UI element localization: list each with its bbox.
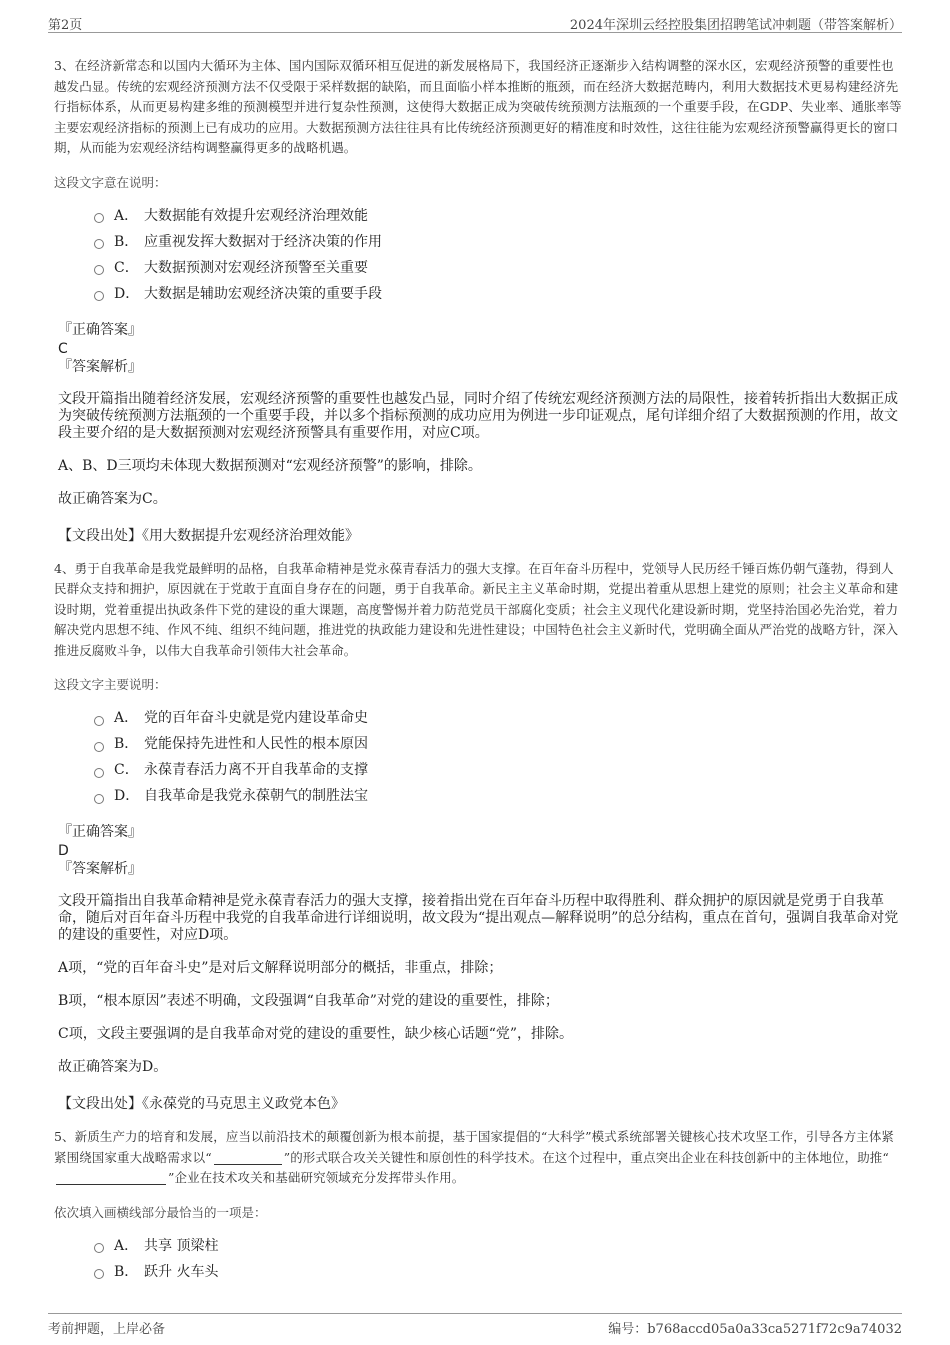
- analysis-paragraph: 故正确答案为D。: [58, 1059, 168, 1075]
- radio-icon[interactable]: [94, 239, 104, 249]
- analysis-paragraph: C项，文段主要强调的是自我革命对党的建设的重要性，缺少核心话题“党”，排除。: [58, 1026, 574, 1042]
- main-content: [54, 56, 902, 1285]
- option-a[interactable]: A． 共享 顶梁柱: [94, 1233, 902, 1259]
- option-b[interactable]: B． 跃升 火车头: [94, 1259, 902, 1285]
- radio-icon[interactable]: [94, 213, 104, 223]
- answer-label: 『正确答案』: [58, 824, 142, 840]
- option-c[interactable]: C． 大数据预测对宏观经济预警至关重要: [94, 255, 902, 281]
- radio-icon[interactable]: [94, 794, 104, 804]
- page-header: [48, 12, 902, 33]
- analysis-paragraph: A项，“党的百年奋斗史”是对后文解释说明部分的概括，非重点，排除；: [58, 960, 503, 976]
- question-text: 5、新质生产力的培育和发展，应当以前沿技术的颠覆创新为根本前提，基于国家提倡的“大科学”模式系统部署关键核心技术攻坚工作，引导各方主体紧紧围绕国家重大战略需求以“ ”的形式联合攻关关键性和原创性的科学技术。在这个过程中，重点突出企业在科技创新中的主体地位，助推“”企业在技术攻关和基础研究领域充分发挥带头作用。: [54, 1129, 895, 1185]
- question-3: [54, 56, 902, 545]
- radio-icon[interactable]: [94, 716, 104, 726]
- option-c[interactable]: C． 永葆青春活力离不开自我革命的支撑: [94, 757, 902, 783]
- analysis-paragraph: B项，“根本原因”表述不明确，文段强调“自我革命”对党的建设的重要性，排除；: [58, 993, 559, 1009]
- radio-icon[interactable]: [94, 742, 104, 752]
- question-prompt: 依次填入画横线部分最恰当的一项是：: [54, 1204, 267, 1220]
- correct-answer: D: [58, 843, 69, 859]
- document-title: 2024年深圳云经控股集团招聘笔试冲刺题（带答案解析）: [569, 18, 902, 33]
- radio-icon[interactable]: [94, 265, 104, 275]
- question-4: [54, 559, 902, 1114]
- page-footer: [48, 1313, 902, 1336]
- option-d[interactable]: D． 大数据是辅助宏观经济决策的重要手段: [94, 281, 902, 307]
- radio-icon[interactable]: [94, 1269, 104, 1279]
- analysis-paragraph: A、B、D三项均未体现大数据预测对“宏观经济预警”的影响，排除。: [58, 457, 482, 474]
- options-list: [94, 1233, 902, 1285]
- option-b[interactable]: B． 应重视发挥大数据对于经济决策的作用: [94, 229, 902, 255]
- question-prompt: 这段文字意在说明：: [54, 174, 167, 190]
- source-citation: 【文段出处】《永葆党的马克思主义政党本色》: [58, 1096, 345, 1112]
- analysis-label: 『答案解析』: [58, 358, 142, 375]
- correct-answer: C: [58, 340, 68, 357]
- analysis-paragraph: 文段开篇指出自我革命精神是党永葆青春活力的强大支撑，接着指出党在百年奋斗历程中取得胜利、群众拥护的原因就是党勇于自我革命，随后对百年奋斗历程中我党的自我革命进行详细说明，故文段为“提出观点—解释说明”的总分结构，重点在首句，强调自我革命对党的建设的重要性，对应D项。: [58, 893, 899, 943]
- fill-blank-2: [56, 1172, 166, 1185]
- source-citation: 【文段出处】《用大数据提升宏观经济治理效能》: [58, 527, 359, 544]
- page-number: 第2页: [48, 18, 83, 33]
- option-a[interactable]: A． 大数据能有效提升宏观经济治理效能: [94, 203, 902, 229]
- question-text: 3、在经济新常态和以国内大循环为主体、国内国际双循环相互促进的新发展格局下，我国经济正逐渐步入结构调整的深水区，宏观经济预警的重要性也越发凸显。传统的宏观经济预测方法不仅受限于采样数据的缺陷，而且面临小样本推断的瓶颈，而在经济大数据范畴内，利用大数据技术更易构建经济先行指标体系，从而更易构建多维的预测模型并进行复杂性预测，这使得大数据正成为突破传统预测方法瓶颈的一个重要手段，在GDP、失业率、通胀率等主要宏观经济指标的预测上已有成功的应用。大数据预测方法往往具有比传统经济预测更好的精准度和时效性，这往往能为宏观经济预警赢得更长的窗口期，从而能为宏观经济结构调整赢得更多的战略机遇。: [54, 58, 902, 155]
- radio-icon[interactable]: [94, 1243, 104, 1253]
- options-list: [94, 203, 902, 307]
- question-text: 4、勇于自我革命是我党最鲜明的品格，自我革命精神是党永葆青春活力的强大支撑。在百年奋斗历程中，党领导人民历经千锤百炼仍朝气蓬勃，得到人民群众支持和拥护，原因就在于党敢于直面自身存在的问题，勇于自我革命。新民主主义革命时期，党提出着重从思想上建党的原则；社会主义革命和建设时期，党着重提出执政条件下党的建设的重大课题，高度警惕并着力防范党员干部腐化变质；社会主义现代化建设新时期，党坚持治国必先治党，着力解决党内思想不纯、作风不纯、组织不纯问题，推进党的执政能力建设和先进性建设；中国特色社会主义新时代，党明确全面从严治党的战略方针，深入推进反腐败斗争，以伟大自我革命引领伟大社会革命。: [54, 560, 899, 658]
- options-list: [94, 705, 902, 809]
- analysis-label: 『答案解析』: [58, 861, 142, 877]
- footer-slogan: 考前押题，上岸必备: [48, 1322, 166, 1337]
- analysis-paragraph: 文段开篇指出随着经济发展，宏观经济预警的重要性也越发凸显，同时介绍了传统宏观经济预测方法的局限性，接着转折指出大数据正成为突破传统预测方法瓶颈的一个重要手段，并以多个指标预测的成功应用为例进一步印证观点，尾句详细介绍了大数据预测的作用，故文段主要介绍的是大数据预测对宏观经济预警具有重要作用，对应C项。: [58, 390, 898, 441]
- option-d[interactable]: D． 自我革命是我党永葆朝气的制胜法宝: [94, 783, 902, 809]
- document-id: 编号：b768accd05a0a33ca5271f72c9a74032: [608, 1322, 902, 1337]
- analysis-paragraph: 故正确答案为C。: [58, 490, 167, 507]
- option-b[interactable]: B． 党能保持先进性和人民性的根本原因: [94, 731, 902, 757]
- question-5: [54, 1127, 902, 1285]
- radio-icon[interactable]: [94, 291, 104, 301]
- answer-label: 『正确答案』: [58, 321, 142, 338]
- radio-icon[interactable]: [94, 768, 104, 778]
- option-a[interactable]: A． 党的百年奋斗史就是党内建设革命史: [94, 705, 902, 731]
- fill-blank-1: [214, 1152, 282, 1165]
- question-prompt: 这段文字主要说明：: [54, 677, 167, 692]
